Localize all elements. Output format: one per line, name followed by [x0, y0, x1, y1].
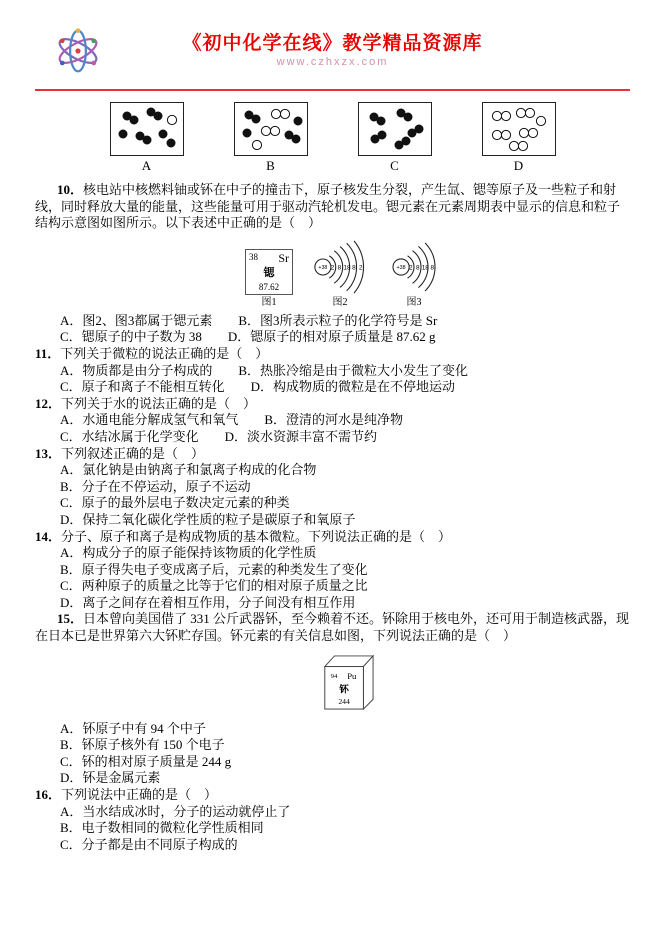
question-body: 核电站中核燃料铀或钚在中子的撞击下，原子核发生分裂，产生氙、锶等原子及一些粒子和射线，同时释放大量的能量，这些能量可用于驱动汽轮机发电。锶元素在元素周期表中显示的信息和粒子结构示意图如图所示。以下表述中正确的是（ ）	[35, 182, 621, 231]
figure-caption: 图2	[332, 296, 348, 308]
ion-structure-diagram	[387, 239, 441, 295]
question-body: 下列说法中正确的是（ ）	[61, 787, 218, 803]
option-line: C．锶原子的中子数为 38 D．锶原子的相对原子质量是 87.62 g	[60, 329, 436, 345]
molecule-diagram-d	[482, 102, 556, 156]
svg-text:18: 18	[343, 264, 351, 272]
svg-text:2: 2	[408, 264, 413, 272]
question-body: 下列叙述正确的是（ ）	[61, 445, 205, 461]
question-12-text	[35, 396, 630, 413]
molecule-diagram-c	[358, 102, 432, 156]
svg-text:244: 244	[338, 696, 350, 706]
shell-diagram-2-column	[309, 239, 371, 309]
option-line: B．电子数相同的微粒化学性质相同	[60, 820, 264, 836]
question-11-text	[35, 346, 630, 363]
question-13-text	[35, 446, 630, 463]
molecule-diagram-a	[110, 102, 184, 156]
element-symbol: Sr	[278, 250, 289, 265]
option-line: C．水结冰属于化学变化 D．淡水资源丰富不需节约	[60, 428, 378, 444]
plutonium-cube	[319, 651, 375, 713]
svg-text:8: 8	[337, 264, 342, 272]
question-number: 12．	[35, 395, 62, 411]
svg-text:8: 8	[352, 264, 356, 272]
question-15-options	[35, 721, 630, 787]
svg-text:2: 2	[330, 264, 335, 272]
question-14	[35, 529, 630, 612]
option-line: B．分子在不停运动，原子不运动	[60, 478, 251, 494]
question-16-options	[35, 804, 630, 854]
question-10	[35, 182, 630, 346]
option-line: C．两种原子的质量之比等于它们的相对原子质量之比	[60, 578, 368, 594]
option-line: B．钚原子核外有 150 个电子	[60, 737, 225, 753]
question-16	[35, 787, 630, 853]
question-16-text	[35, 787, 630, 804]
question-14-options	[35, 545, 630, 611]
question-11	[35, 346, 630, 396]
question-13	[35, 446, 630, 529]
question-15	[35, 611, 630, 787]
molecule-box-b	[234, 102, 308, 173]
option-line: C．原子和离子不能相互转化 D．构成物质的微粒是在不停地运动	[60, 379, 456, 395]
option-line: C．钚的相对原子质量是 244 g	[60, 753, 232, 769]
question-12-options	[35, 412, 630, 445]
element-mass: 87.62	[258, 281, 280, 292]
option-line: A．物质都是由分子构成的 B．热胀冷缩是由于微粒大小发生了变化	[60, 362, 469, 378]
plutonium-figure	[319, 651, 630, 717]
site-header	[35, 0, 630, 91]
option-line: D．钚是金属元素	[60, 770, 161, 786]
molecule-box-label: B	[266, 158, 275, 173]
figure-caption: 图1	[261, 296, 277, 308]
svg-text:94: 94	[330, 672, 338, 680]
figure-caption: 图3	[406, 296, 422, 308]
question-10-text	[35, 182, 630, 232]
question-body: 下列关于微粒的说法正确的是（ ）	[60, 345, 269, 361]
atom-logo-icon	[53, 26, 103, 80]
strontium-figure	[245, 239, 630, 309]
question-10-options	[35, 313, 630, 346]
svg-text:+38: +38	[396, 264, 406, 271]
molecule-box-c	[358, 102, 432, 173]
question-body: 日本曾向美国借了 331 公斤武器钚，至今赖着不还。钚除用于核电外，还可用于制造核武器，现在日本已是世界第六大钚贮存国。钚元素的有关信息如图，下列说法正确的是（ ）	[35, 611, 630, 644]
option-line: A．氯化钠是由钠离子和氯离子构成的化合物	[60, 462, 317, 478]
question-12	[35, 396, 630, 446]
question-number: 13．	[35, 445, 62, 461]
question-number: 14．	[35, 528, 62, 544]
element-tile	[245, 249, 293, 295]
question-13-options	[35, 462, 630, 528]
molecule-box-label: C	[390, 158, 399, 173]
option-line: B．原子得失电子变成离子后，元素的种类发生了变化	[60, 561, 368, 577]
question-number: 11．	[35, 345, 61, 361]
question-body: 分子、原子和离子是构成物质的基本微粒。下列说法正确的是（ ）	[61, 528, 452, 544]
molecule-box-d	[482, 102, 556, 173]
svg-text:+38: +38	[318, 264, 328, 271]
question-number: 16．	[35, 787, 62, 803]
question-14-text	[35, 529, 630, 546]
option-line: A．当水结成冰时，分子的运动就停止了	[60, 803, 291, 819]
molecule-box-label: A	[141, 158, 152, 173]
element-name: 锶	[263, 266, 275, 279]
shell-diagram-3-column	[387, 239, 441, 309]
molecule-box-a	[110, 102, 184, 173]
svg-text:钚: 钚	[339, 684, 349, 696]
element-tile-column	[245, 249, 293, 309]
option-line: D．离子之间存在着相互作用，分子间没有相互作用	[60, 594, 356, 610]
option-line: D．保持二氧化碳化学性质的粒子是碳原子和氧原子	[60, 511, 356, 527]
question-11-options	[35, 363, 630, 396]
option-line: A．水通电能分解成氢气和氧气 B．澄清的河水是纯净物	[60, 412, 404, 428]
svg-text:2: 2	[359, 264, 363, 272]
option-line: C．分子都是由不同原子构成的	[60, 836, 238, 852]
atomic-number: 38	[249, 251, 258, 262]
question-number: 15．	[57, 611, 84, 627]
site-url[interactable]: www.czhxzx.com	[276, 56, 389, 68]
question-number: 10．	[57, 182, 84, 197]
question-body: 下列关于水的说法正确的是（ ）	[61, 395, 257, 411]
molecule-diagram-b	[234, 102, 308, 156]
svg-text:18: 18	[421, 264, 429, 272]
atom-structure-diagram	[309, 239, 371, 295]
option-line: A．构成分子的原子能保持该物质的化学性质	[60, 545, 317, 561]
question-15-text	[35, 611, 630, 644]
option-line: A．钚原子中有 94 个中子	[60, 720, 206, 736]
molecule-diagram-row	[35, 102, 630, 173]
svg-text:8: 8	[430, 264, 435, 272]
option-line: A．图2、图3都属于锶元素 B．图3所表示粒子的化学符号是 Sr	[60, 312, 438, 328]
site-title: 《初中化学在线》教学精品资源库	[182, 33, 483, 54]
svg-text:Pu: Pu	[347, 670, 357, 681]
molecule-box-label: D	[513, 158, 524, 173]
svg-text:8: 8	[415, 264, 420, 272]
option-line: C．原子的最外层电子数决定元素的种类	[60, 495, 290, 511]
